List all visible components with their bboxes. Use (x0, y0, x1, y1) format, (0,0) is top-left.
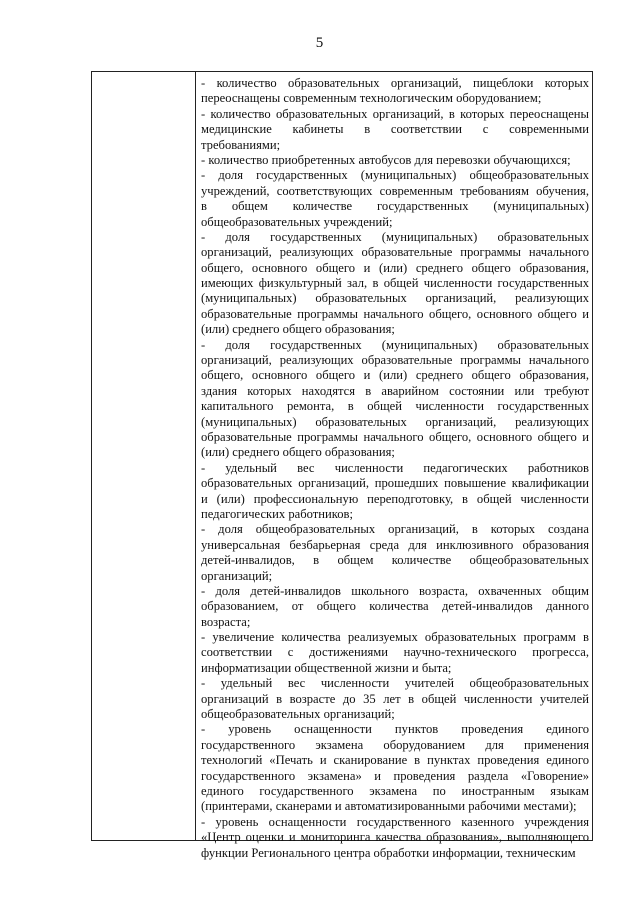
page-number: 5 (315, 35, 324, 51)
text-line: в общем количестве государственных (муниципальных) (201, 199, 589, 214)
text-line: - количество образовательных организаций, пищеблоки которых (201, 76, 589, 90)
text-line: переоснащены современным технологическим оборудованием; (201, 91, 542, 106)
text-line: организаций, реализующих образовательные программы начального (201, 353, 589, 368)
text-line: - количество приобретенных автобусов для перевозки обучающихся; (201, 152, 571, 167)
text-line: образовательных организаций, прошедших повышение квалификации (201, 476, 589, 491)
text-line: государственного экзамена оборудованием для применения (201, 737, 589, 752)
text-line: здания которых находятся в аварийном состоянии или требуют (201, 383, 589, 398)
text-line: единого государственного экзамена по иностранным языкам (201, 783, 589, 798)
text-line: (муниципальных) образовательных организаций, реализующих (201, 291, 589, 306)
text-line: образовательные программы начального общего, основного общего и (201, 429, 589, 444)
text-line: - доля государственных (муниципальных) общеобразовательных (201, 168, 589, 183)
text-line: - удельный вес численности учителей общеобразовательных (201, 676, 589, 691)
text-line: информатизации общественной жизни и быта; (201, 660, 452, 675)
text-line: - доля общеобразовательных организаций, в которых создана (201, 522, 589, 537)
text-line: - удельный вес численности педагогических работников (201, 460, 589, 475)
text-line: детей-инвалидов, в общем количестве общеобразовательных (201, 553, 589, 568)
text-line: возраста; (201, 614, 251, 629)
text-line: - уровень оснащенности государственного казенного учреждения (201, 814, 589, 829)
text-line: универсальная безбарьерная среда для инклюзивного образования (201, 537, 589, 552)
text-line: (или) среднего общего образования; (201, 322, 395, 337)
text-line: функции Регионального центра обработки информации, техническим (201, 845, 576, 860)
text-line: капитального ремонта, в общей численности государственных (201, 399, 589, 414)
text-line: государственного экзамена» и проведения раздела «Говорение» (201, 768, 589, 783)
text-line: (или) среднего общего образования; (201, 445, 395, 460)
text-line: образованием, от общего количества детей-инвалидов данного (201, 599, 589, 614)
text-line: общего, основного общего и (или) среднего общего образования, (201, 260, 589, 275)
text-line: учреждений, соответствующих современным требованиям обучения, (201, 183, 589, 198)
text-line: организаций; (201, 568, 273, 583)
text-line: требованиями; (201, 137, 281, 152)
text-line: технологий «Печать и сканирование в пунктах проведения единого (201, 753, 589, 768)
text-line: - доля детей-инвалидов школьного возраста, охваченных общим (201, 583, 589, 598)
text-line: образовательные программы начального общего, основного общего и (201, 306, 589, 321)
text-line: соответствии с достижениями научно-технического прогресса, (201, 645, 589, 660)
text-line: общеобразовательных учреждений; (201, 214, 393, 229)
text-line: педагогических работников; (201, 506, 353, 521)
document-table (91, 71, 593, 860)
text-line: имеющих физкультурный зал, в общей численности государственных (201, 276, 589, 291)
text-line: - увеличение количества реализуемых образовательных программ в (201, 630, 589, 645)
text-line: (принтерами, сканерами и автоматизированными рабочими местами); (201, 799, 577, 814)
text-line: «Центр оценки и мониторинга качества образования», выполняющего (201, 830, 589, 845)
text-line: - уровень оснащенности пунктов проведения единого (201, 722, 589, 737)
table-right-cell (196, 72, 592, 860)
table-left-cell (92, 72, 196, 840)
text-line: организаций, реализующих образовательные программы начального (201, 245, 589, 260)
text-line: организаций в возрасте до 35 лет в общей численности учителей (201, 691, 589, 706)
text-line: общего, основного общего и (или) среднего общего образования, (201, 368, 589, 383)
text-line: (муниципальных) образовательных организаций, реализующих (201, 414, 589, 429)
text-line: и (или) профессиональную переподготовку, в общей численности (201, 491, 589, 506)
text-line: - количество образовательных организаций, в которых переоснащены (201, 106, 589, 121)
text-line: медицинские кабинеты в соответствии с современными (201, 122, 589, 137)
text-line: - доля государственных (муниципальных) образовательных (201, 229, 589, 244)
text-line: общеобразовательных организаций; (201, 707, 395, 722)
text-line: - доля государственных (муниципальных) образовательных (201, 337, 589, 352)
